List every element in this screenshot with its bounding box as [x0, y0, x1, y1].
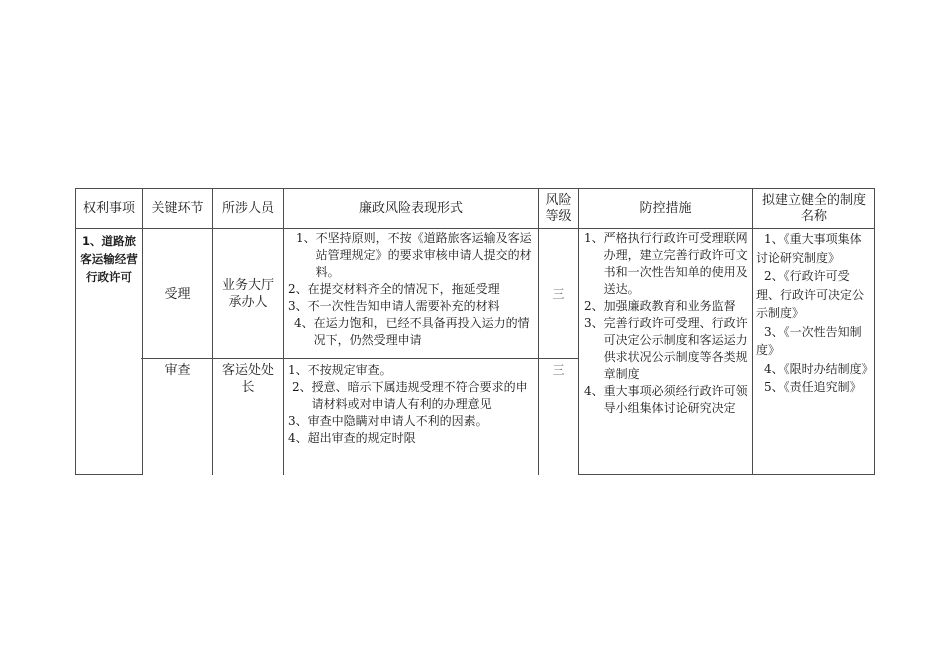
control-measures-list — [584, 230, 748, 417]
control-item: 1、 严格执行行政许可受理联网办理，建立完善行政许可文书和一次性告知单的使用及送达。 — [584, 231, 748, 296]
header-right-item: 权利事项 — [82, 200, 135, 216]
system-item: 5、《责任追究制》 — [764, 380, 862, 394]
header-controls: 防控措施 — [639, 200, 692, 216]
risk-item: 3、 不一次性告知申请人需要补充的材料 — [288, 299, 500, 313]
system-names-list — [756, 230, 874, 397]
system-item: 3、《一次性告知制度》 — [756, 324, 862, 357]
risk-item: 1、 不坚持原则，不按《道路旅客运输及客运站管理规定》的要求审核申请人提交的材料。 — [296, 231, 532, 279]
header-risk-forms: 廉政风险表现形式 — [358, 200, 463, 216]
header-key-step: 关键环节 — [151, 200, 204, 216]
system-item: 2、《行政许可受理、行政许可决定公示制度》 — [756, 269, 865, 320]
risk-item: 4、 超出审查的规定时限 — [288, 431, 416, 445]
key-step-review: 审查 — [164, 363, 191, 378]
control-item: 4、 重大事项必须经行政许可领导小组集体讨论研究决定 — [584, 384, 748, 415]
control-item: 2、 加强廉政教育和业务监督 — [584, 299, 736, 313]
risk-item: 1、 不按规定审查。 — [288, 363, 392, 377]
risk-item: 4、 在运力饱和，已经不具备再投入运力的情况下，仍然受理申请 — [294, 316, 530, 347]
personnel-division-chief: 客运处处长 — [221, 363, 274, 395]
risk-item: 3、 审查中隐瞒对申请人不利的因素。 — [288, 414, 488, 428]
risk-level-review: 三 — [552, 363, 565, 377]
risk-list-accept — [288, 230, 535, 349]
system-item: 1、《重大事项集体讨论研究制度》 — [756, 232, 862, 265]
right-item-name: 1、道路旅客运输经营行政许可 — [80, 234, 138, 284]
risk-item: 2、 授意、暗示下属违规受理不符合要求的申请材料或对申请人有利的办理意见 — [292, 380, 528, 411]
control-item: 3、 完善行政许可受理、行政许可决定公示制度和客运运力供求状况公示制度等各类规章制度 — [584, 316, 748, 381]
risk-level-accept: 三 — [552, 287, 565, 301]
risk-list-review — [288, 362, 535, 447]
system-item: 4、《限时办结制度》 — [764, 361, 874, 376]
personnel-hall-staff: 业务大厅承办人 — [221, 278, 274, 310]
key-step-accept: 受理 — [164, 287, 191, 302]
header-systems: 拟建立健全的制度名称 — [761, 192, 866, 224]
risk-item: 2、 在提交材料齐全的情况下，拖延受理 — [288, 282, 500, 296]
header-personnel: 所涉人员 — [221, 200, 274, 216]
header-risk-level: 风险等级 — [545, 192, 572, 224]
